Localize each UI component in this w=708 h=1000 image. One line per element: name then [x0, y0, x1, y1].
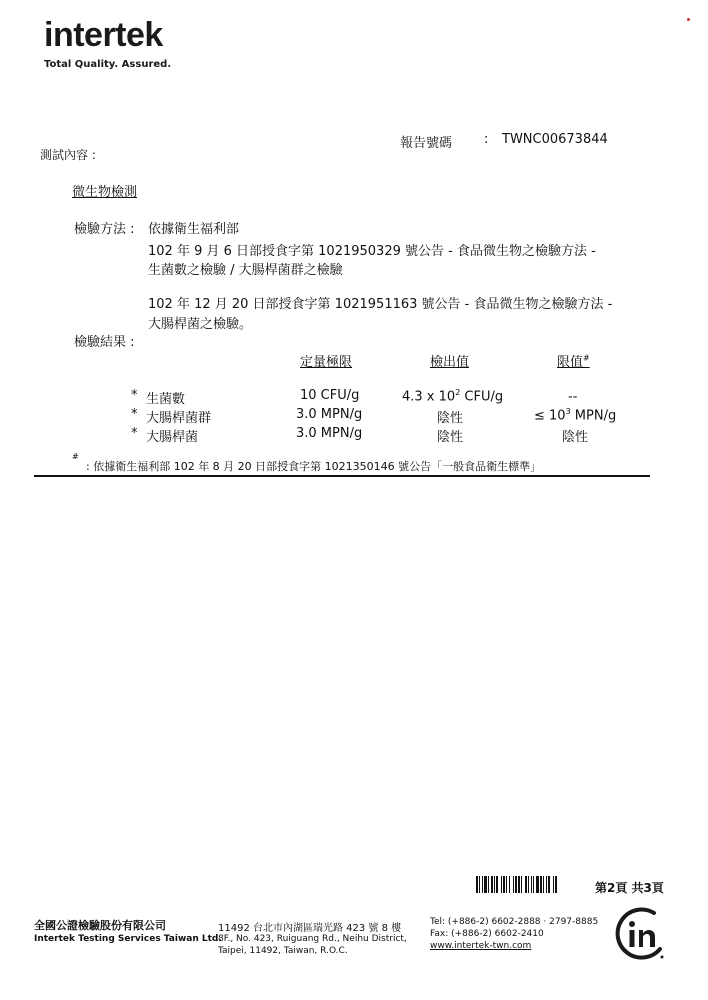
row-detection-limit: 10 CFU/g: [300, 388, 360, 403]
row-limit: 陰性: [562, 430, 589, 445]
stray-mark: [687, 18, 690, 21]
row-detected: 陰性: [437, 411, 464, 426]
row-item: 生菌數: [146, 392, 186, 407]
company-name-en: Intertek Testing Services Taiwan Ltd.: [34, 934, 222, 944]
header-detection-limit: 定量極限: [300, 355, 353, 370]
page-number: 第2頁 共3頁: [595, 881, 664, 895]
limit-mark: #: [583, 353, 590, 363]
row-marker: *: [131, 426, 138, 441]
method-line: 102 年 9 月 6 日部授食字第 1021950329 號公告 - 食品微生物之檢驗方法 -: [148, 244, 596, 259]
report-number-label: 報告號碼: [400, 136, 453, 151]
header-detected: 檢出值: [430, 355, 470, 370]
address-en-line2: Taipei, 11492, Taiwan, R.O.C.: [218, 946, 348, 956]
row-limit: ≤ $10^3$ MPN/g: [534, 407, 617, 424]
row-detected: 陰性: [437, 430, 464, 445]
row-marker: *: [131, 388, 138, 403]
header-limit: 限值#: [557, 353, 590, 370]
logo-tagline: Total Quality. Assured.: [44, 59, 172, 70]
company-name-zh: 全國公證檢驗股份有限公司: [34, 919, 166, 932]
row-detection-limit: 3.0 MPN/g: [296, 407, 363, 422]
method-line: 102 年 12 月 20 日部授食字第 1021951163 號公告 - 食品微生物之檢驗方法 -: [148, 297, 613, 312]
method-line: 依據衛生福利部: [148, 222, 240, 237]
method-label: 檢驗方法 :: [74, 222, 135, 237]
address-en-line1: 8F., No. 423, Ruiguang Rd., Neihu District,: [218, 934, 407, 944]
test-content-label: 測試內容 :: [40, 148, 96, 162]
address-zh: 11492 台北市內湖區瑞光路 423 號 8 樓: [218, 923, 402, 934]
fax-text: Fax: (+886-2) 6602-2410: [430, 929, 544, 939]
barcode-image: [476, 876, 586, 893]
method-line: 生菌數之檢驗 / 大腸桿菌群之檢驗: [148, 263, 343, 278]
footnote-mark: #: [72, 452, 79, 461]
row-detection-limit: 3.0 MPN/g: [296, 426, 363, 441]
results-label: 檢驗結果 :: [74, 335, 135, 350]
website-link[interactable]: www.intertek-twn.com: [430, 941, 532, 951]
intertek-logo: intertek: [44, 16, 163, 54]
section-title: 微生物檢測: [72, 185, 138, 200]
row-limit: --: [568, 389, 578, 405]
footnote-text: : 依據衛生福利部 102 年 8 月 20 日部授食字第 1021350146 號公告「一般食品衛生標準」: [86, 460, 542, 473]
row-item: 大腸桿菌: [146, 430, 199, 445]
section-divider: [34, 475, 650, 477]
row-item: 大腸桿菌群: [146, 411, 212, 426]
report-number: TWNC00673844: [502, 132, 608, 147]
method-line: 大腸桿菌之檢驗。: [148, 317, 253, 332]
report-number-separator: :: [484, 132, 489, 147]
row-detected: 4.3 x $10^2$ CFU/g: [402, 388, 504, 405]
tel-text: Tel: (+886-2) 6602-2888 · 2797-8885: [430, 917, 599, 927]
row-marker: *: [131, 407, 138, 422]
intertek-in-badge-icon: [610, 905, 668, 963]
